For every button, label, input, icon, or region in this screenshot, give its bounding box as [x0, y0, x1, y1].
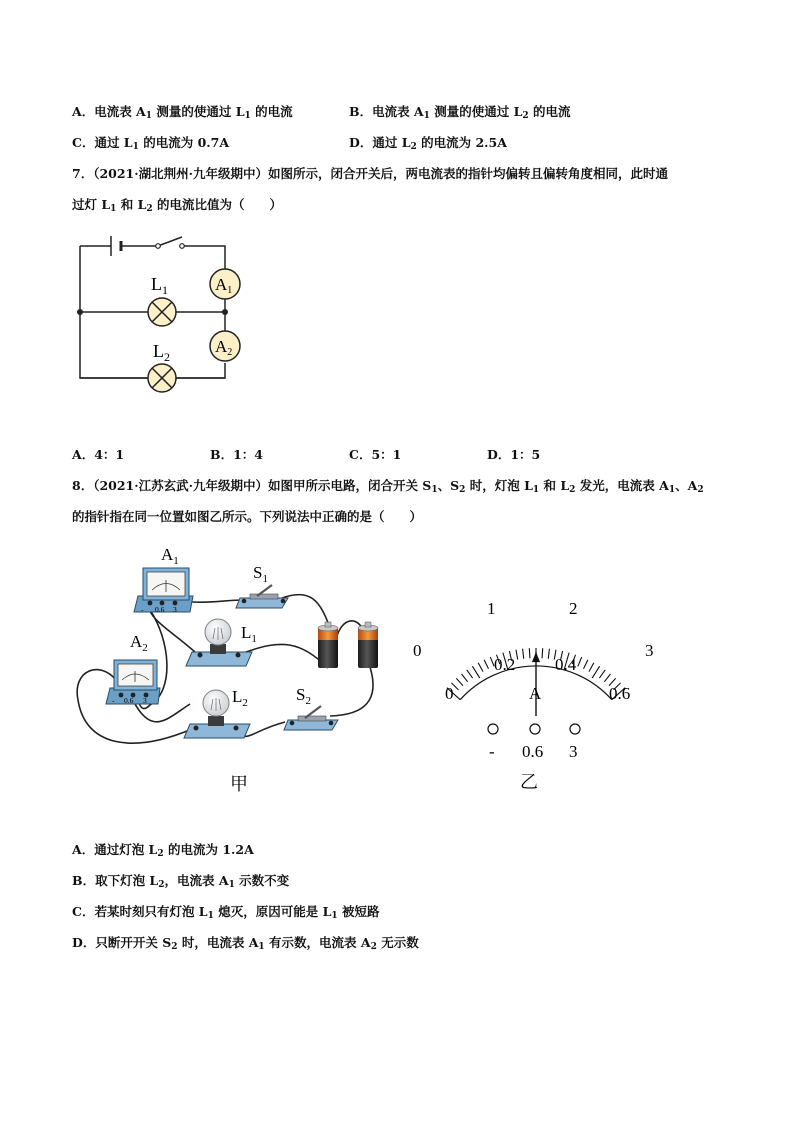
- dial-tick: [484, 660, 488, 669]
- top-scale-3: 3: [645, 641, 654, 660]
- dial-tick: [548, 649, 549, 659]
- bottom-scale-02: 0.2: [494, 655, 516, 674]
- top-scale-0: 0: [413, 641, 422, 660]
- a2-terminal-06: 0.6: [124, 696, 134, 705]
- q8-option-b: B．取下灯泡 $L_2$，电流表 $A_1$ 示数不变: [72, 873, 290, 890]
- terminal-3-icon: [570, 724, 580, 734]
- bottom-scale-04: 0.4: [555, 655, 577, 674]
- dial-tick: [516, 650, 518, 660]
- terminal-06-icon: [530, 724, 540, 734]
- a1-terminal-neg: -: [141, 605, 144, 614]
- lamp-l2-label: $L_2$: [153, 341, 170, 364]
- a1-terminal-06: 0.6: [155, 605, 165, 614]
- q7-option-a: A．4：1: [72, 447, 125, 462]
- q6-option-c: C．通过 $L_1$ 的电流为 0.7A: [72, 135, 230, 152]
- s1-label: $S_1$: [253, 563, 268, 585]
- dial-tick: [584, 660, 588, 669]
- dial-tick: [529, 648, 530, 658]
- caption-jia: 甲: [230, 774, 248, 794]
- q8-option-c: C．若某时刻只有灯泡 $L_1$ 熄灭，原因可能是 $L_1$ 被短路: [72, 904, 380, 921]
- bottom-scale-06: 0.6: [609, 684, 631, 703]
- q8-stem-line1: 8．（2021·江苏玄武·九年级期中）如图甲所示电路，闭合开关 $S_1$、$S_2$ 时，灯泡 $L_1$ 和 $L_2$ 发光，电流表 $A_1$、$A_2$: [72, 478, 704, 495]
- dial-pointer-head: [532, 652, 540, 662]
- a1-label: $A_1$: [161, 545, 179, 567]
- dial-tick: [542, 648, 543, 658]
- q6-option-d: D．通过 $L_2$ 的电流为 2.5A: [349, 135, 507, 152]
- terminal-06-label: 0.6: [522, 742, 544, 761]
- dial-tick: [589, 663, 594, 672]
- dial-tick: [467, 670, 473, 678]
- a2-terminal-3: 3: [143, 696, 147, 705]
- q8-option-d: D．只断开开关 $S_2$ 时，电流表 $A_1$ 有示数，电流表 $A_2$ 无示数: [72, 935, 419, 952]
- bottom-scale-0: 0: [445, 684, 454, 703]
- top-scale-1: 1: [487, 599, 496, 618]
- lamp-l1-label: $L_1$: [151, 274, 168, 297]
- a1-terminal-3: 3: [173, 605, 177, 614]
- top-scale-2: 2: [569, 599, 578, 618]
- dial-tick: [472, 666, 479, 678]
- dial-tick: [578, 657, 582, 666]
- dial-tick: [599, 670, 605, 678]
- ammeter-a1-label: A1: [215, 275, 233, 296]
- dial-tick: [478, 663, 483, 672]
- a2-label: $A_2$: [130, 632, 148, 654]
- q6-option-a: A．电流表 $A_1$ 测量的使通过 $L_1$ 的电流: [72, 104, 293, 121]
- q8-option-a: A．通过灯泡 $L_2$ 的电流为 1.2A: [72, 842, 254, 859]
- caption-yi: 乙: [520, 772, 538, 792]
- l2-label: $L_2$: [232, 687, 248, 709]
- q7-option-b: B．1：4: [210, 447, 263, 462]
- q7-option-c: C．5：1: [349, 447, 402, 462]
- q6-option-b: B．电流表 $A_1$ 测量的使通过 $L_2$ 的电流: [349, 104, 571, 121]
- dial-tick: [456, 678, 463, 685]
- dial-tick: [592, 666, 599, 678]
- a2-terminal-neg: -: [112, 696, 115, 705]
- q7-option-d: D．1：5: [487, 447, 541, 462]
- q7-stem-line1: 7．（2021·湖北荆州·九年级期中）如图所示，闭合开关后，两电流表的指针均偏转且偏转角度相同，此时通: [72, 166, 668, 181]
- ammeter-a2-label: A2: [215, 337, 233, 358]
- q8-stem-line2: 的指针指在同一位置如图乙所示。下列说法中正确的是（ ）: [72, 509, 423, 524]
- terminal-3-label: 3: [569, 742, 578, 761]
- q7-stem-line2: 过灯 $L_1$ 和 $L_2$ 的电流比值为（ ）: [72, 197, 283, 214]
- terminal-neg-label: -: [489, 742, 495, 761]
- dial-tick: [604, 674, 610, 682]
- dial-unit: A: [529, 684, 542, 703]
- l1-label: $L_1$: [241, 623, 257, 645]
- s2-label: $S_2$: [296, 685, 311, 707]
- terminal-neg-icon: [488, 724, 498, 734]
- dial-tick: [462, 674, 468, 682]
- dial-tick: [523, 649, 524, 659]
